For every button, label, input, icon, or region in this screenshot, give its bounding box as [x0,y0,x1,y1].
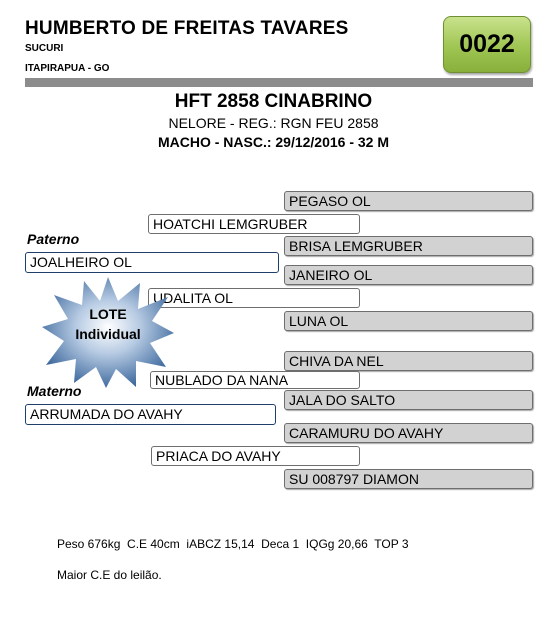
maternal-label: Materno [27,383,82,399]
owner-name: HUMBERTO DE FREITAS TAVARES [25,18,349,39]
lot-label: LOTE [89,306,127,322]
pedigree-mgs-dam: JALA DO SALTO [284,390,533,410]
pedigree-sire: JOALHEIRO OL [25,252,279,273]
farm-name: SUCURI [25,43,64,54]
pedigree-maternal-granddam: PRIACA DO AVAHY [151,446,360,466]
pedigree-mgd-dam: SU 008797 DIAMON [284,469,533,489]
pedigree-mgd-sire: CARAMURU DO AVAHY [284,423,533,443]
pedigree-pgs-dam: BRISA LEMGRUBER [284,236,533,256]
breed-registration: NELORE - REG.: RGN FEU 2858 [168,115,379,131]
pedigree-paternal-grandsire: HOATCHI LEMGRUBER [148,214,360,234]
observation-note: Maior C.E do leilão. [57,568,162,582]
pedigree-paternal-granddam: UDALITA OL [148,288,360,308]
pedigree-dam: ARRUMADA DO AVAHY [25,404,276,425]
pedigree-pgd-dam: LUNA OL [284,311,533,331]
header-divider [25,78,533,87]
performance-stats: Peso 676kg C.E 40cm iABCZ 15,14 Deca 1 IQGg 20,66 TOP 3 [57,537,409,551]
lot-number-badge: 0022 [443,16,531,73]
pedigree-pgd-sire: JANEIRO OL [284,265,533,285]
sex-birth-date: MACHO - NASC.: 29/12/2016 - 32 M [157,134,390,150]
individual-label: Individual [75,326,141,342]
animal-name: HFT 2858 CINABRINO [174,91,373,112]
pedigree-maternal-grandsire: NUBLADO DA NANA [150,371,360,389]
pedigree-pgs-sire: PEGASO OL [284,191,533,211]
paternal-label: Paterno [27,231,80,247]
pedigree-mgs-sire: CHIVA DA NEL [284,351,533,371]
city-state: ITAPIRAPUA - GO [25,63,110,74]
